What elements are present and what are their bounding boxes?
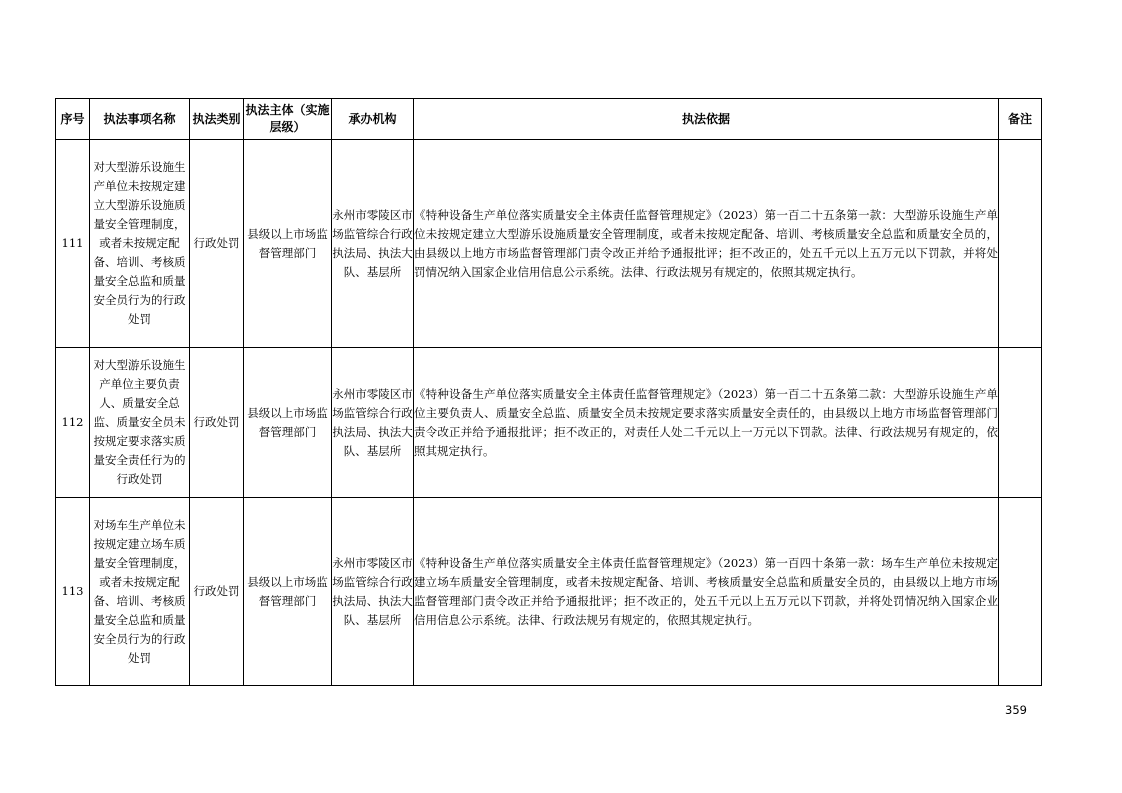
header-row [56,99,1042,140]
page-number: 359 [1005,703,1027,717]
row-item-name: 对场车生产单位未按规定建立场车质量安全管理制度，或者未按规定配备、培训、考核质量安全总监和质量安全员行为的行政处罚 [90,498,190,686]
row-category: 行政处罚 [190,348,244,498]
header-seq: 序号 [56,99,90,140]
table-row [56,140,1042,348]
header-category: 执法类别 [190,99,244,140]
row-subject: 县级以上市场监督管理部门 [244,348,332,498]
row-subject: 县级以上市场监督管理部门 [244,140,332,348]
row-org: 永州市零陵区市场监管综合行政执法局、执法大队、基层所 [332,498,414,686]
row-org: 永州市零陵区市场监管综合行政执法局、执法大队、基层所 [332,348,414,498]
row-category: 行政处罚 [190,140,244,348]
row-note [999,140,1042,348]
table-row [56,348,1042,498]
table-row [56,498,1042,686]
row-note [999,348,1042,498]
row-seq: 113 [56,498,90,686]
header-subject: 执法主体（实施层级） [244,99,332,140]
header-note: 备注 [999,99,1042,140]
header-basis: 执法依据 [414,99,999,140]
header-org: 承办机构 [332,99,414,140]
row-basis: 《特种设备生产单位落实质量安全主体责任监督管理规定》（2023）第一百二十五条第二款：大型游乐设施生产单位主要负责人、质量安全总监、质量安全员未按规定要求落实质量安全责任的，由县级以上地方市场监督管理部门责令改正并给予通报批评；拒不改正的，对责任人处二千元以上一万元以下罚款。法律、行政法规另有规定的，依照其规定执行。 [414,348,999,498]
enforcement-table [55,98,1042,686]
header-name: 执法事项名称 [90,99,190,140]
row-item-name: 对大型游乐设施生产单位未按规定建立大型游乐设施质量安全管理制度，或者未按规定配备、培训、考核质量安全总监和质量安全员行为的行政处罚 [90,140,190,348]
row-basis: 《特种设备生产单位落实质量安全主体责任监督管理规定》（2023）第一百二十五条第一款：大型游乐设施生产单位未按规定建立大型游乐设施质量安全管理制度，或者未按规定配备、培训、考核质量安全总监和质量安全员的，由县级以上地方市场监督管理部门责令改正并给予通报批评；拒不改正的，处五千元以上五万元以下罚款，并将处罚情况纳入国家企业信用信息公示系统。法律、行政法规另有规定的，依照其规定执行。 [414,140,999,348]
row-basis: 《特种设备生产单位落实质量安全主体责任监督管理规定》（2023）第一百四十条第一款：场车生产单位未按规定建立场车质量安全管理制度，或者未按规定配备、培训、考核质量安全总监和质量安全员的，由县级以上地方市场监督管理部门责令改正并给予通报批评；拒不改正的，处五千元以上五万元以下罚款，并将处罚情况纳入国家企业信用信息公示系统。法律、行政法规另有规定的，依照其规定执行。 [414,498,999,686]
row-subject: 县级以上市场监督管理部门 [244,498,332,686]
row-seq: 112 [56,348,90,498]
row-category: 行政处罚 [190,498,244,686]
row-item-name: 对大型游乐设施生产单位主要负责人、质量安全总监、质量安全员未按规定要求落实质量安全责任行为的行政处罚 [90,348,190,498]
row-note [999,498,1042,686]
row-seq: 111 [56,140,90,348]
row-org: 永州市零陵区市场监管综合行政执法局、执法大队、基层所 [332,140,414,348]
